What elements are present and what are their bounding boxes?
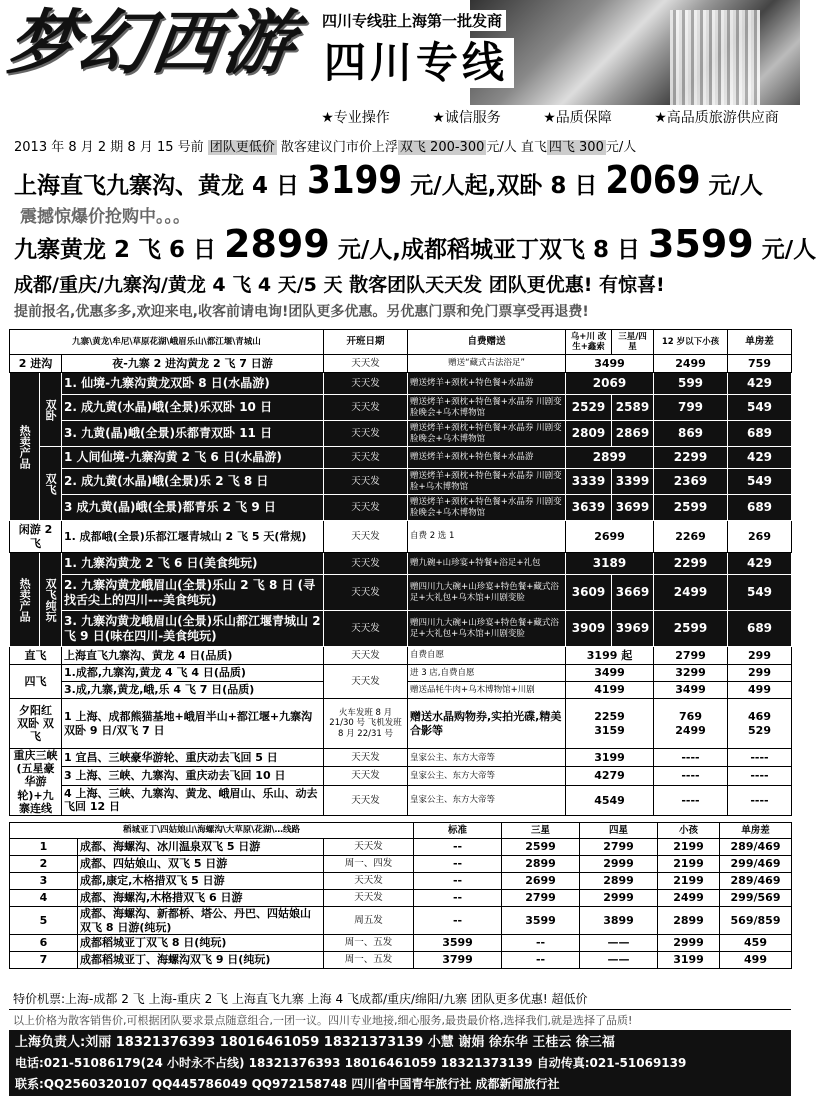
route-name: 2. 成九黄(水晶)峨(全景)乐 2 飞 8 日 [62,469,324,495]
col-header-child: 12 岁以下小孩 [654,330,728,355]
child-price-train: 769 [679,710,702,724]
departure-date: 天天发 [324,611,408,647]
table-row [10,785,792,815]
standard-price: 3799 [414,952,502,969]
special-tickets-line: 特价机票:上海-成都 2 飞 上海-重庆 2 飞 上海直飞九寨 上海 4 飞成都/重庆/绵阳/九寨 团队更多优惠! 超低价 [9,988,791,1010]
gift-text: 赠九碗+山珍宴+特餐+浴足+礼包 [408,553,566,575]
table-row [10,935,792,952]
price-four-star: 2869 [612,421,654,447]
single-room-price: 549 [728,395,792,421]
route-name: 3. 九寨沟黄龙峨眉山(全景)乐山都江堰青城山 2 飞 9 日(味在四川-美食纯玩) [62,611,324,647]
unit-text: 元/人 直飞 [486,140,547,155]
departure-date: 天天发 [324,890,414,907]
subgroup-label: 双卧 [40,373,62,447]
gift-text: 皇家公主、东方大帝等 [408,767,566,785]
price: 3499 [566,355,654,373]
child-price: ---- [654,767,728,785]
four-fly-markup: 四飞 300 [548,140,604,155]
three-star-price: 2599 [502,839,580,856]
route-name: 1 宜昌、三峡豪华游轮、重庆动去飞回 5 日 [62,749,324,767]
child-price: 799 [654,395,728,421]
gift-text: 赠送烤羊+颈枕+特色餐+水晶游 [408,447,566,469]
table-header-row [10,823,792,839]
col-header-price-b: 三星/四星 [612,330,654,355]
child-price-flight: 2499 [675,723,706,737]
three-star-price: 2899 [502,856,580,873]
price: 3199 [566,749,654,767]
price: 3499 [566,665,654,682]
row-number: 5 [10,907,78,935]
price-train: 2259 [594,710,625,724]
col-header-route: 九寨\黄龙\牟尼\草原花湖\峨眉乐山\都江堰\青城山 [10,330,324,355]
price: 4199 [566,682,654,699]
feature-item: ★专业操作 [321,110,390,126]
single-room-price: 549 [728,575,792,611]
departure-date: 天天发 [324,785,408,815]
single-room-price: 289/469 [720,873,792,890]
gift-text: 进 3 店,自费自愿 [408,665,566,682]
route-name: 1. 仙境-九寨沟黄龙双卧 8 日(水晶游) [62,373,324,395]
row-label: 闲游 2 飞 [10,521,62,553]
row-number: 7 [10,952,78,969]
child-price: 2299 [654,553,728,575]
price: 3339 [566,469,612,495]
route-name: 成都、四姑娘山、双飞 5 日游 [78,856,324,873]
four-star-price: —— [580,952,658,969]
departure-date: 天天发 [324,553,408,575]
price [566,699,654,749]
departure-date: 天天发 [324,495,408,521]
gift-text: 赠四川九大碗+山珍宴+特色餐+藏式浴足+大礼包+乌木馆+川剧变脸 [408,611,566,647]
standard-price: 3599 [414,935,502,952]
departure-date: 天天发 [324,521,408,553]
single-room-price: 429 [728,373,792,395]
route-name: 成都、海螺沟、新都桥、塔公、丹巴、四姑娘山双飞 8 日游(纯玩) [78,907,324,935]
child-price: 599 [654,373,728,395]
row-label: 四飞 [10,665,62,699]
child-price: 2799 [654,647,728,665]
markup-text: 散客建议门市价上浮 [276,140,398,155]
single-room-price: 429 [728,553,792,575]
offer-text: 元/人,成都稻城亚丁双飞 8 日 [329,237,648,263]
gift-text: 赠送品牦牛肉+乌木博物馆+川剧 [408,682,566,699]
feature-bar [300,106,800,128]
route-name: 1. 九寨沟黄龙 2 飞 6 日(美食纯玩) [62,553,324,575]
col-header-child: 小孩 [658,823,720,839]
table-row [10,647,792,665]
headline-offer-1 [14,158,794,202]
departure-date: 天天发 [324,647,408,665]
offer-text: 元/人 [753,237,816,263]
departure-date: 周五发 [324,907,414,935]
contact-persons: 上海负责人:刘丽 18321376393 18016461059 18321373139 小慧 谢娟 徐东华 王桂云 徐三福 [15,1035,615,1050]
route-name: 2. 九寨沟黄龙峨眉山(全景)乐山 2 飞 8 日 (寻找舌尖上的四川---美食纯玩) [62,575,324,611]
child-price: 2199 [658,873,720,890]
header-banner [0,0,800,132]
col-header-gift: 自费赠送 [408,330,566,355]
departure-date: 天天发 [324,575,408,611]
feature-item: ★品质保障 [543,110,612,126]
price-four-star: 2589 [612,395,654,421]
departure-date: 天天发 [324,469,408,495]
four-star-price: 3899 [580,907,658,935]
gift-text: 赠送烤羊+颈枕+特色餐+水晶券 川剧变脸+乌木博物馆 [408,469,566,495]
subgroup-label: 双飞纯玩 [40,553,62,647]
subgroup-label: 双飞 [40,447,62,521]
price: 3639 [566,495,612,521]
single-room-price: 689 [728,421,792,447]
standard-price: -- [414,907,502,935]
table-row [10,553,792,575]
standard-price: -- [414,839,502,856]
col-header-single-room: 单房差 [720,823,792,839]
price: 2809 [566,421,612,447]
route-name: 3.成,九寨,黄龙,峨,乐 4 飞 7 日(品质) [62,682,324,699]
team-price-badge: 团队更低价 [209,140,275,155]
departure-date: 天天发 [324,447,408,469]
three-star-price: 3599 [502,907,580,935]
departure-date: 天天发 [324,767,408,785]
three-star-price: -- [502,935,580,952]
row-number: 1 [10,839,78,856]
group-label: 热卖产品 [10,553,40,647]
price-four-star: 3699 [612,495,654,521]
table-row [10,495,792,521]
single-room-price: 429 [728,447,792,469]
table-row [10,373,792,395]
price: 3199 起 [566,647,654,665]
single-room-price: ---- [728,785,792,815]
offer-text: 上海直飞九寨沟、黄龙 4 日 [14,173,308,199]
child-price: 2499 [654,575,728,611]
standard-price: -- [414,856,502,873]
table-row [10,665,792,682]
price: 2069 [566,373,654,395]
table-row [10,575,792,611]
price-four-star: 3669 [612,575,654,611]
child-price: 2899 [658,907,720,935]
table-row [10,767,792,785]
col-header-standard: 标准 [414,823,502,839]
table-row [10,873,792,890]
child-price: 2199 [658,856,720,873]
single-room-price: 569/859 [720,907,792,935]
col-header-three-star: 三星 [502,823,580,839]
table-row [10,355,792,373]
contact-qq-agencies: 联系:QQ2560320107 QQ445786049 QQ972158748 四川省中国青年旅行社 成都新闻旅行社 [15,1077,560,1091]
price-four-star: 3969 [612,611,654,647]
departure-date: 周一、四发 [324,856,414,873]
four-star-price: 2799 [580,839,658,856]
offer-text: 九寨黄龙 2 飞 6 日 [14,237,225,263]
double-fly-markup: 双飞 200-300 [399,140,485,155]
departure-date: 天天发 [324,665,408,699]
price: 2699 [566,521,654,553]
single-room-flight: 529 [748,723,771,737]
table-row [10,856,792,873]
table-row [10,447,792,469]
departure-date: 周一、五发 [324,935,414,952]
waterfall-photo [470,0,800,105]
child-price: 2299 [654,447,728,469]
route-name: 上海直飞九寨沟、黄龙 4 日(品质) [62,647,324,665]
single-room-price: 299/569 [720,890,792,907]
price: 3189 [566,553,654,575]
single-room-price: 549 [728,469,792,495]
row-number: 6 [10,935,78,952]
table-row [10,907,792,935]
gift-text: 赠送烤羊+颈枕+特色餐+水晶券 川剧变脸晚会+乌木博物馆 [408,421,566,447]
col-header-price-a: 乌+川 改生+鑫索 [566,330,612,355]
child-price: 2599 [654,611,728,647]
table-row [10,395,792,421]
route-name: 成都稻城亚丁双飞 8 日(纯玩) [78,935,324,952]
route-name: 夜-九寨 2 进沟黄龙 2 飞 7 日游 [62,355,324,373]
child-price: 2269 [654,521,728,553]
departure-date: 天天发 [324,873,414,890]
contact-footer [9,1030,791,1096]
departure-date: 天天发 [324,749,408,767]
flash-sale-text: 震撼惊爆价抢购中。。。 [20,207,190,227]
col-header-single-room: 单房差 [728,330,792,355]
child-price: 2599 [654,495,728,521]
route-name: 3 上海、三峡、九寨沟、重庆动去飞回 10 日 [62,767,324,785]
col-header-date: 开班日期 [324,330,408,355]
departure-date: 天天发 [324,395,408,421]
row-label: 直飞 [10,647,62,665]
four-star-price: 2899 [580,873,658,890]
price: 4549 [566,785,654,815]
route-name: 1 人间仙境-九寨沟黄 2 飞 6 日(水晶游) [62,447,324,469]
departure-date: 火车发班 8 月 21/30 号 飞机发班 8 月 22/31 号 [324,699,408,749]
departure-date: 周一、五发 [324,952,414,969]
gift-text: 赠送烤羊+颈枕+特色餐+水晶券 川剧变脸晚会+乌木博物馆 [408,395,566,421]
price: 2529 [566,395,612,421]
waterfall-texture [670,10,760,105]
departure-date: 天天发 [324,373,408,395]
single-room-price: 299 [728,647,792,665]
table-row [10,421,792,447]
route-name: 1. 成都峨(全景)乐都江堰青城山 2 飞 5 天(常规) [62,521,324,553]
daily-departure-text: 成都/重庆/九寨沟/黄龙 4 飞 4 天/5 天 散客团队天天发 团队更优惠! 有惊喜! [14,274,665,296]
route-name: 3. 九黄(晶)峨(全景)乐都青双卧 11 日 [62,421,324,447]
row-number: 4 [10,890,78,907]
price-four-star: 3399 [612,469,654,495]
date-text: 2013 年 8 月 2 期 8 月 15 号前 [14,140,208,155]
child-price: 3199 [658,952,720,969]
col-header-route: 稻城亚丁\四姑娘山\海螺沟\大草原\花湖\…线路 [10,823,414,839]
offer-price: 2069 [605,158,701,202]
offer-price: 3199 [307,158,403,202]
price: 4279 [566,767,654,785]
table-row [10,952,792,969]
child-price: 2499 [658,890,720,907]
col-header-four-star: 四星 [580,823,658,839]
row-label: 2 进沟 [10,355,62,373]
price-table-daocheng [9,822,792,969]
route-name: 成都,康定,木格措双飞 5 日游 [78,873,324,890]
table-row [10,611,792,647]
group-label: 热卖产品 [10,373,40,521]
single-room-price: ---- [728,767,792,785]
table-row [10,839,792,856]
row-label: 重庆三峡 (五星豪华游轮)+九寨连线 [10,749,62,816]
single-room-price: 499 [720,952,792,969]
route-name: 3 成九黄(晶)峨(全景)都青乐 2 飞 9 日 [62,495,324,521]
gift-text: 赠送烤羊+颈枕+特色餐+水晶券 川剧变脸晚会+乌木博物馆 [408,495,566,521]
child-price: 3499 [654,682,728,699]
gift-text: 自费 2 选 1 [408,521,566,553]
row-number: 3 [10,873,78,890]
standard-price: -- [414,890,502,907]
four-star-price: —— [580,935,658,952]
price: 3609 [566,575,612,611]
three-star-price: 2699 [502,873,580,890]
price: 2899 [566,447,654,469]
table-row [10,521,792,553]
single-room-price: 689 [728,611,792,647]
single-room-price: 299 [728,665,792,682]
child-price: 3299 [654,665,728,682]
single-room-price: 269 [728,521,792,553]
price-flight: 3159 [594,723,625,737]
table-row [10,749,792,767]
single-room-price: 689 [728,495,792,521]
standard-price: -- [414,873,502,890]
three-star-price: 2799 [502,890,580,907]
offer-text: 元/人 [700,173,763,199]
tagline: 四川专线驻上海第一批发商 [318,10,506,31]
headline-offer-2 [14,222,816,266]
table-header-row [10,330,792,355]
route-name: 2. 成九黄(水晶)峨(全景)乐双卧 10 日 [62,395,324,421]
child-price: 2999 [658,935,720,952]
four-star-price: 2999 [580,856,658,873]
pricing-note: 以上价格为散客销售价,可根据团队要求景点随意组合,一团一议。四川专业地接,细心服务,最贵最价格,选择我们,就是选择了品质! [13,1014,633,1027]
departure-date: 天天发 [324,355,408,373]
table-row [10,890,792,907]
gift-text: 自费自愿 [408,647,566,665]
child-price: ---- [654,785,728,815]
child-price: 2369 [654,469,728,495]
four-star-price: 2999 [580,890,658,907]
child-price: 2199 [658,839,720,856]
route-name: 成都、海螺沟、冰川温泉双飞 5 日游 [78,839,324,856]
route-name: 4 上海、三峡、九寨沟、黄龙、峨眉山、乐山、动去飞回 12 日 [62,785,324,815]
table-row [10,699,792,749]
single-room-price: 499 [728,682,792,699]
route-name: 成都、海螺沟,木格措双飞 6 日游 [78,890,324,907]
single-room-price: 459 [720,935,792,952]
price: 3909 [566,611,612,647]
child-price: 869 [654,421,728,447]
offer-price: 2899 [224,222,330,266]
three-star-price: -- [502,952,580,969]
single-room-price: 299/469 [720,856,792,873]
gift-text: 皇家公主、东方大帝等 [408,785,566,815]
unit-text: 元/人 [605,140,637,155]
gift-text: 赠送烤羊+颈枕+特色餐+水晶游 [408,373,566,395]
single-room-train: 469 [748,710,771,724]
single-room-price: 289/469 [720,839,792,856]
date-notice [14,136,794,155]
route-name: 成都稻城亚丁、海螺沟双飞 9 日(纯玩) [78,952,324,969]
row-number: 2 [10,856,78,873]
page-title: 四川专线 [318,38,514,88]
row-label: 夕阳红 双卧 双飞 [10,699,62,749]
single-room-price: ---- [728,749,792,767]
contact-phones: 电话:021-51086179(24 小时永不占线) 18321376393 18016461059 18321373139 自动传真:021-51069139 [15,1056,687,1070]
booking-note: 提前报名,优惠多多,欢迎来电,收客前请电询!团队更多优惠。另优惠门票和免门票享受再退费! [14,304,589,320]
feature-item: ★高品质旅游供应商 [654,110,779,126]
gift-text: 皇家公主、东方大帝等 [408,749,566,767]
offer-text: 元/人起,双卧 8 日 [402,173,606,199]
child-price [654,699,728,749]
child-price: ---- [654,749,728,767]
table-row [10,469,792,495]
offer-price: 3599 [647,222,754,266]
route-name: 1 上海、成都熊猫基地+峨眉半山+都江堰+九寨沟双卧 9 日/双飞 7 日 [62,699,324,749]
price-table-main [9,329,792,816]
departure-date: 天天发 [324,839,414,856]
child-price: 2499 [654,355,728,373]
feature-item: ★诚信服务 [432,110,501,126]
gift-text: 赠四川九大碗+山珍宴+特色餐+藏式浴足+大礼包+乌木馆+川剧变脸 [408,575,566,611]
brand-logo: 梦幻西游 [2,1,302,84]
single-room-price [728,699,792,749]
single-room-price: 759 [728,355,792,373]
gift-text: 赠送水晶购物券,实拍光碟,精美合影等 [408,699,566,749]
gift-text: 赠送“藏式古法浴足” [408,355,566,373]
route-name: 1.成都,九寨沟,黄龙 4 飞 4 日(品质) [62,665,324,682]
departure-date: 天天发 [324,421,408,447]
